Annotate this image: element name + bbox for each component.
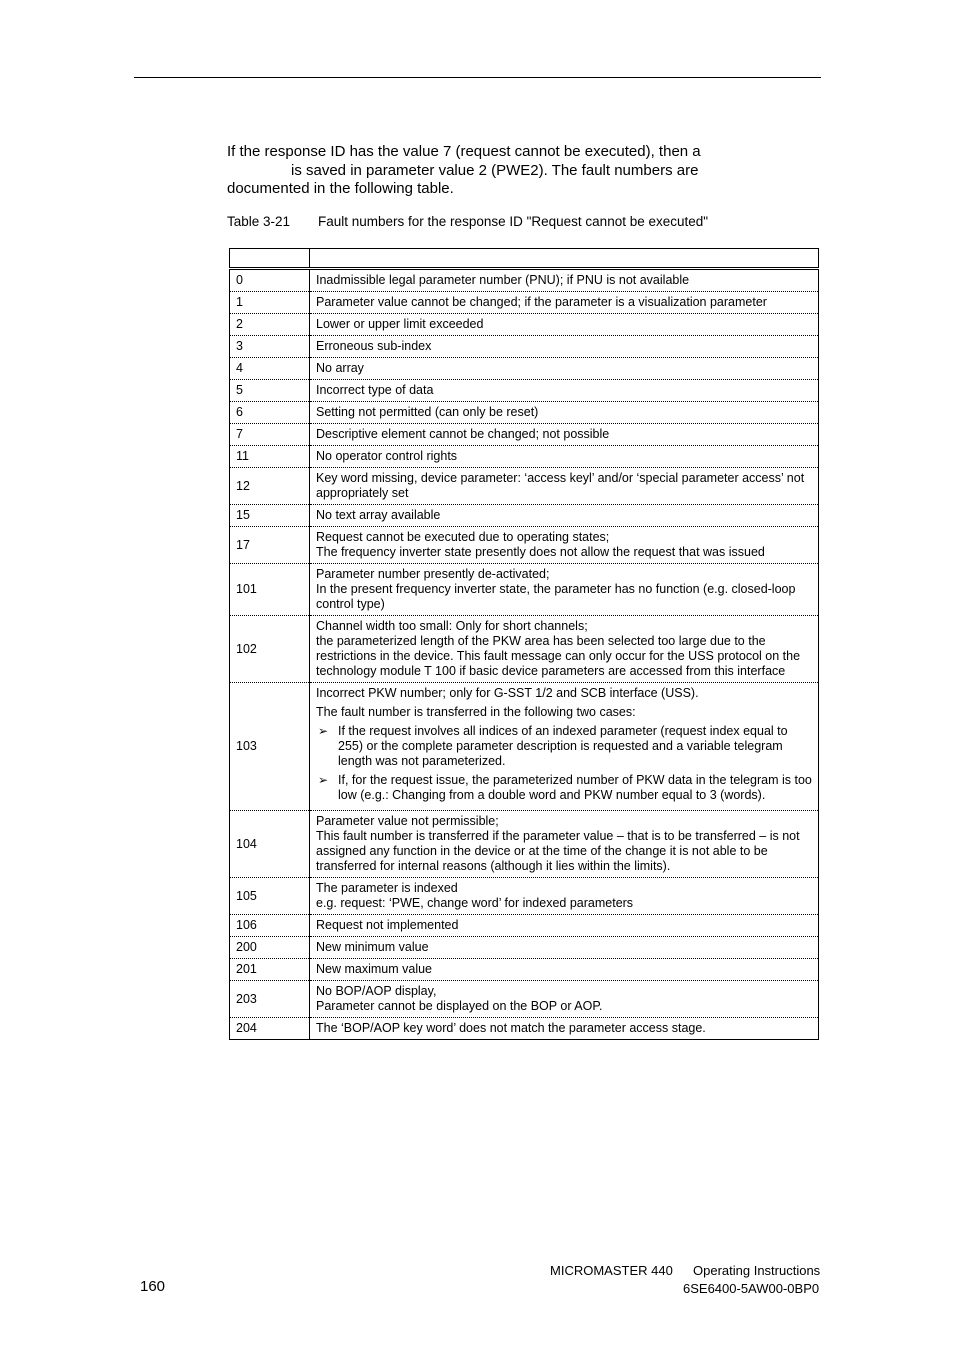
- table-row: [230, 937, 819, 959]
- fault-description: [310, 505, 819, 527]
- fault-description: [310, 314, 819, 336]
- fault-description: [310, 915, 819, 937]
- fault-number: 0: [230, 269, 310, 292]
- description-line: Parameter value cannot be changed; if the parameter is a visualization parameter: [316, 295, 767, 309]
- fault-number: 1: [230, 292, 310, 314]
- fault-number: 6: [230, 402, 310, 424]
- fault-number: 104: [230, 811, 310, 878]
- fault-numbers-table: [229, 248, 819, 1040]
- description-line: Incorrect type of data: [316, 383, 434, 397]
- description-line: The parameter is indexed: [316, 881, 458, 895]
- table-row: [230, 1018, 819, 1040]
- fault-description: [310, 1018, 819, 1040]
- table-row: [230, 915, 819, 937]
- table-row: [230, 616, 819, 683]
- bullet-list: [316, 724, 813, 803]
- table-caption-number: Table 3-21: [227, 214, 291, 229]
- description-line: No operator control rights: [316, 449, 458, 463]
- fault-description: [310, 937, 819, 959]
- list-item: [316, 773, 813, 803]
- table-row: [230, 878, 819, 915]
- fault-description: [310, 292, 819, 314]
- description-line: In the present frequency inverter state, the parameter has no function (e.g. closed-loop control type): [316, 582, 796, 611]
- description-line: The frequency inverter state presently does not allow the request that was issued: [316, 545, 765, 559]
- intro-line-2: is saved in parameter value 2 (PWE2). The fault numbers are: [291, 161, 699, 179]
- description-line: Key word missing, device parameter: ‘access keyl’ and/or ‘special parameter access’ not appropriately set: [316, 471, 805, 500]
- table-row: [230, 468, 819, 505]
- description-line: Descriptive element cannot be changed; not possible: [316, 427, 610, 441]
- fault-description: [310, 358, 819, 380]
- fault-description: [310, 424, 819, 446]
- table-header-row: [230, 249, 819, 269]
- table-row: [230, 269, 819, 292]
- bullet-text: If the request involves all indices of an indexed parameter (request index equal to 255) or the complete parameter description is requested and a variable telegram length was not parameterized.: [338, 724, 788, 768]
- intro-line-3: documented in the following table.: [227, 180, 454, 197]
- fault-description: [310, 336, 819, 358]
- fault-number: 17: [230, 527, 310, 564]
- description-line: Inadmissible legal parameter number (PNU); if PNU is not available: [316, 273, 690, 287]
- description-line: No BOP/AOP display,: [316, 984, 437, 998]
- table-row: [230, 292, 819, 314]
- fault-number: 201: [230, 959, 310, 981]
- fault-description: [310, 269, 819, 292]
- list-item: [316, 724, 813, 769]
- fault-number: 15: [230, 505, 310, 527]
- table-row: [230, 424, 819, 446]
- description-line: Channel width too small: Only for short channels;: [316, 619, 588, 633]
- footer-order-number: 6SE6400-5AW00-0BP0: [683, 1281, 820, 1296]
- table-row: [230, 981, 819, 1018]
- fault-description: [310, 402, 819, 424]
- bullet-text: If, for the request issue, the parameterized number of PKW data in the telegram is too low (e.g.: Changing from a double word and PKW number equal to 3 (words).: [338, 773, 812, 802]
- intro-paragraph: [227, 143, 787, 199]
- table-row: [230, 402, 819, 424]
- fault-number: 106: [230, 915, 310, 937]
- header-cell-number: [230, 249, 310, 269]
- fault-description: [310, 527, 819, 564]
- fault-number: 204: [230, 1018, 310, 1040]
- description-line: Request not implemented: [316, 918, 459, 932]
- description-line: e.g. request: ‘PWE, change word’ for indexed parameters: [316, 896, 634, 910]
- table-row: [230, 811, 819, 878]
- description-line: Request cannot be executed due to operating states;: [316, 530, 610, 544]
- fault-number: 103: [230, 683, 310, 811]
- table-row: [230, 564, 819, 616]
- table-row: [230, 446, 819, 468]
- description-line: This fault number is transferred if the parameter value – that is to be transferred – is not assigned any function in the device or at the time of the change it is not able to be transferred for internal reasons (although it lies within the limits).: [316, 829, 800, 873]
- fault-number: 12: [230, 468, 310, 505]
- fault-number: 4: [230, 358, 310, 380]
- table-caption: [227, 214, 708, 229]
- arrow-bullet-icon: ➢: [318, 724, 329, 738]
- description-line: Incorrect PKW number; only for G-SST 1/2 and SCB interface (USS).: [316, 686, 699, 700]
- page-number: 160: [140, 1278, 166, 1295]
- table-row: [230, 527, 819, 564]
- description-line: Erroneous sub-index: [316, 339, 432, 353]
- table-row: [230, 314, 819, 336]
- fault-description: [310, 683, 819, 811]
- header-rule: [134, 77, 821, 78]
- description-line: Lower or upper limit exceeded: [316, 317, 484, 331]
- table-row: [230, 336, 819, 358]
- fault-number: 102: [230, 616, 310, 683]
- description-line: New minimum value: [316, 940, 429, 954]
- fault-description: [310, 811, 819, 878]
- table-row: [230, 358, 819, 380]
- table-row: [230, 505, 819, 527]
- fault-number: 105: [230, 878, 310, 915]
- footer-document-type: Operating Instructions: [693, 1263, 821, 1278]
- fault-number: 11: [230, 446, 310, 468]
- table-row: [230, 380, 819, 402]
- fault-number: 2: [230, 314, 310, 336]
- description-line: Parameter number presently de-activated;: [316, 567, 550, 581]
- fault-description: [310, 468, 819, 505]
- fault-description: [310, 959, 819, 981]
- fault-number: 101: [230, 564, 310, 616]
- fault-description: [310, 446, 819, 468]
- fault-number: 3: [230, 336, 310, 358]
- fault-number: 7: [230, 424, 310, 446]
- description-line: No array: [316, 361, 364, 375]
- description-line: Parameter cannot be displayed on the BOP or AOP.: [316, 999, 603, 1013]
- table-caption-title: Fault numbers for the response ID "Request cannot be executed": [318, 214, 709, 229]
- fault-description: [310, 878, 819, 915]
- fault-description: [310, 616, 819, 683]
- arrow-bullet-icon: ➢: [318, 773, 329, 787]
- intro-line-1: If the response ID has the value 7 (request cannot be executed), then a: [227, 143, 701, 160]
- fault-number: 200: [230, 937, 310, 959]
- description-line: Setting not permitted (can only be reset): [316, 405, 539, 419]
- fault-description: [310, 380, 819, 402]
- footer-product: MICROMASTER 440: [550, 1263, 673, 1278]
- description-line: No text array available: [316, 508, 441, 522]
- fault-number: 5: [230, 380, 310, 402]
- description-line: the parameterized length of the PKW area has been selected too large due to the restrictions in the device. This fault message can only occur for the USS protocol on the technology module T 100 if basic device parameters are accessed from this interface: [316, 634, 801, 678]
- fault-description: [310, 981, 819, 1018]
- table-body: [230, 269, 819, 1040]
- description-line: The ‘BOP/AOP key word’ does not match the parameter access stage.: [316, 1021, 706, 1035]
- description-line: Parameter value not permissible;: [316, 814, 499, 828]
- description-line: New maximum value: [316, 962, 433, 976]
- description-line: The fault number is transferred in the following two cases:: [316, 705, 636, 719]
- table-row: [230, 959, 819, 981]
- fault-number: 203: [230, 981, 310, 1018]
- header-cell-description: [310, 249, 819, 269]
- fault-description: [310, 564, 819, 616]
- table-row: [230, 683, 819, 811]
